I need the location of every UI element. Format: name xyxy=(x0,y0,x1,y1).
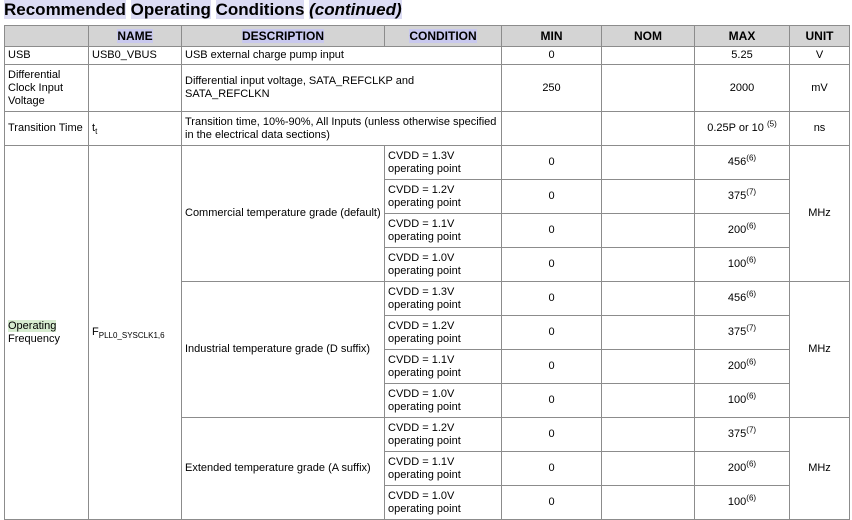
condition: CVDD = 1.2V operating point xyxy=(385,418,502,452)
nom xyxy=(602,248,695,282)
nom-usb xyxy=(602,47,695,65)
name-usb: USB0_VBUS xyxy=(89,47,182,65)
table-row-usb xyxy=(5,47,850,65)
param-freq: Operating Frequency xyxy=(5,146,89,520)
nom xyxy=(602,452,695,486)
unit-trans: ns xyxy=(790,112,850,146)
condition: CVDD = 1.1V operating point xyxy=(385,350,502,384)
table-row-diff xyxy=(5,65,850,112)
condition: CVDD = 1.0V operating point xyxy=(385,248,502,282)
nom xyxy=(602,486,695,520)
header-row xyxy=(5,26,850,47)
title-word-recommended: Recommended xyxy=(4,0,126,19)
param-usb: USB xyxy=(5,47,89,65)
min: 0 xyxy=(502,180,602,214)
title-word-conditions: Conditions xyxy=(215,0,305,19)
header-unit: UNIT xyxy=(790,26,850,47)
max-diff: 2000 xyxy=(695,65,790,112)
nom xyxy=(602,214,695,248)
max: 375$^{(7)}$ xyxy=(695,180,790,214)
desc-usb: USB external charge pump input xyxy=(182,47,502,65)
name-diff xyxy=(89,65,182,112)
header-description: DESCRIPTION xyxy=(182,26,385,47)
max: 100$^{(6)}$ xyxy=(695,486,790,520)
max: 375$^{(7)}$ xyxy=(695,418,790,452)
desc-commercial: Commercial temperature grade (default) xyxy=(182,146,385,282)
max: 456$^{(6)}$ xyxy=(695,282,790,316)
min: 0 xyxy=(502,486,602,520)
min: 0 xyxy=(502,146,602,180)
max-usb: 5.25 xyxy=(695,47,790,65)
condition: CVDD = 1.3V operating point xyxy=(385,282,502,316)
max: 200$^{(6)}$ xyxy=(695,350,790,384)
desc-trans: Transition time, 10%-90%, All Inputs (unless otherwise specified in the electrical data sections) xyxy=(182,112,502,146)
min: 0 xyxy=(502,282,602,316)
max: 375$^{(7)}$ xyxy=(695,316,790,350)
min: 0 xyxy=(502,316,602,350)
desc-diff: Differential input voltage, SATA_REFCLKP and SATA_REFCLKN xyxy=(182,65,502,112)
nom xyxy=(602,146,695,180)
nom xyxy=(602,282,695,316)
name-trans: $t_t$ xyxy=(89,112,182,146)
min-trans xyxy=(502,112,602,146)
desc-industrial: Industrial temperature grade (D suffix) xyxy=(182,282,385,418)
condition: CVDD = 1.0V operating point xyxy=(385,384,502,418)
param-trans: Transition Time xyxy=(5,112,89,146)
min: 0 xyxy=(502,248,602,282)
title-word-operating: Operating xyxy=(130,0,211,19)
title-continued: (continued) xyxy=(309,0,402,19)
header-min: MIN xyxy=(502,26,602,47)
max: 200$^{(6)}$ xyxy=(695,214,790,248)
header-max: MAX xyxy=(695,26,790,47)
desc-extended: Extended temperature grade (A suffix) xyxy=(182,418,385,520)
nom xyxy=(602,180,695,214)
nom-diff xyxy=(602,65,695,112)
param-diff: Differential Clock Input Voltage xyxy=(5,65,89,112)
name-freq: $F_{PLL0\_SYSCLK1,6}$ xyxy=(89,146,182,520)
table-row-trans xyxy=(5,112,850,146)
min: 0 xyxy=(502,418,602,452)
header-condition: CONDITION xyxy=(385,26,502,47)
unit-extended: MHz xyxy=(790,418,850,520)
unit-diff: mV xyxy=(790,65,850,112)
min: 0 xyxy=(502,452,602,486)
max-trans: 0.25P or 10 $^{(5)}$ xyxy=(695,112,790,146)
table-row xyxy=(5,146,850,180)
condition: CVDD = 1.2V operating point xyxy=(385,316,502,350)
operating-conditions-table xyxy=(4,25,850,520)
nom xyxy=(602,418,695,452)
min: 0 xyxy=(502,384,602,418)
min: 0 xyxy=(502,350,602,384)
min-usb: 0 xyxy=(502,47,602,65)
nom-trans xyxy=(602,112,695,146)
condition: CVDD = 1.1V operating point xyxy=(385,452,502,486)
unit-usb: V xyxy=(790,47,850,65)
condition: CVDD = 1.1V operating point xyxy=(385,214,502,248)
condition: CVDD = 1.3V operating point xyxy=(385,146,502,180)
nom xyxy=(602,350,695,384)
max: 200$^{(6)}$ xyxy=(695,452,790,486)
unit-industrial: MHz xyxy=(790,282,850,418)
unit-commercial: MHz xyxy=(790,146,850,282)
max: 456$^{(6)}$ xyxy=(695,146,790,180)
section-title xyxy=(4,0,402,22)
nom xyxy=(602,316,695,350)
header-nom: NOM xyxy=(602,26,695,47)
max: 100$^{(6)}$ xyxy=(695,248,790,282)
condition: CVDD = 1.0V operating point xyxy=(385,486,502,520)
condition: CVDD = 1.2V operating point xyxy=(385,180,502,214)
min-diff: 250 xyxy=(502,65,602,112)
min: 0 xyxy=(502,214,602,248)
header-param xyxy=(5,26,89,47)
max: 100$^{(6)}$ xyxy=(695,384,790,418)
nom xyxy=(602,384,695,418)
header-name: NAME xyxy=(89,26,182,47)
